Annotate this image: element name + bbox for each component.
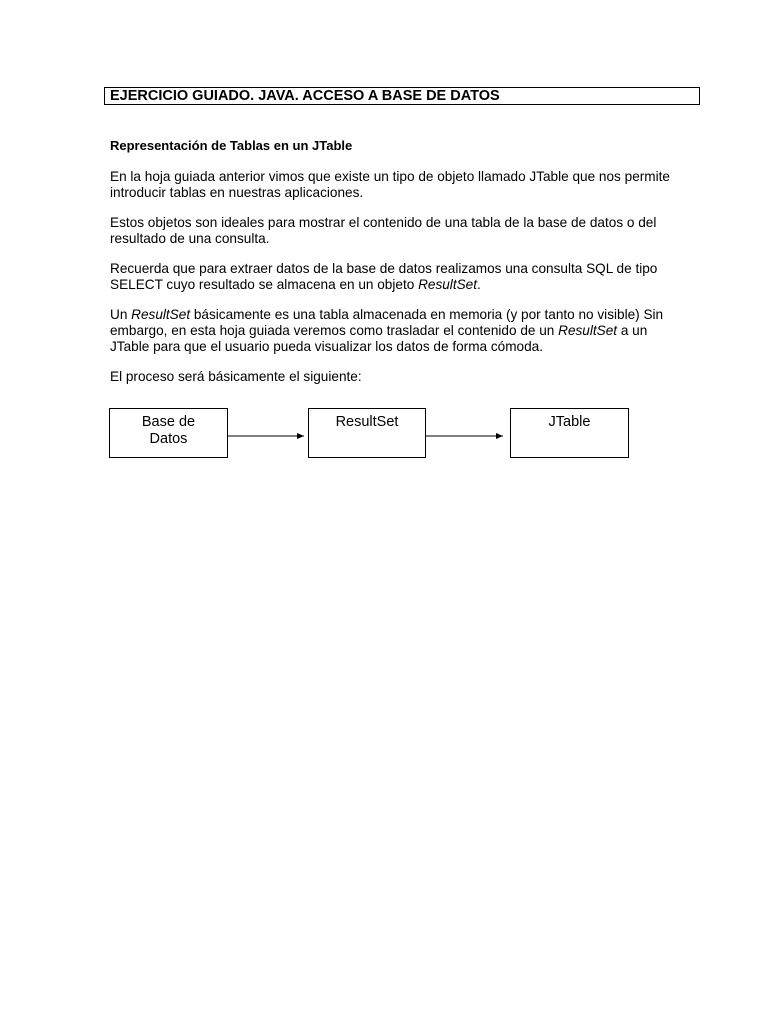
paragraph-3-resultset-term: ResultSet [418, 277, 478, 292]
flow-node-database-label-line-2: Datos [149, 431, 188, 447]
paragraph-4-resultset-term-2: ResultSet [558, 323, 618, 338]
paragraph-2-line-1: Estos objetos son ideales para mostrar el contenido de una tabla de la base de datos o del [110, 215, 657, 230]
process-flow-diagram [0, 0, 768, 470]
document-title: EJERCICIO GUIADO. JAVA. ACCESO A BASE DE DATOS [110, 88, 500, 104]
paragraph-4-line-3: JTable para que el usuario pueda visualizar los datos de forma cómoda. [110, 339, 543, 354]
paragraph-4-line-1-start: Un [110, 307, 132, 322]
paragraph-1-line-2: introducir tablas en nuestras aplicaciones. [110, 185, 364, 200]
paragraph-3-line-2-text: SELECT cuyo resultado se almacena en un objeto [110, 277, 419, 292]
flow-node-database [110, 409, 228, 458]
paragraph-2-line-2: resultado de una consulta. [110, 231, 270, 246]
flow-node-jtable [511, 409, 629, 458]
paragraph-3-line-2-end: . [477, 277, 481, 292]
flow-node-jtable-label: JTable [548, 414, 591, 430]
flow-node-database-label-line-1: Base de [141, 414, 196, 430]
flow-node-resultset [309, 409, 426, 458]
paragraph-4-line-2-text: embargo, en esta hoja guiada veremos como trasladar el contenido de un [110, 323, 559, 338]
paragraph-4-line-1-text: básicamente es una tabla almacenada en memoria (y por tanto no visible) Sin [190, 307, 664, 322]
paragraph-3-line-1: Recuerda que para extraer datos de la base de datos realizamos una consulta SQL de tipo [110, 261, 658, 276]
section-heading: Representación de Tablas en un JTable [110, 138, 353, 153]
paragraph-5-line-1: El proceso será básicamente el siguiente: [110, 369, 362, 384]
paragraph-1-line-1: En la hoja guiada anterior vimos que existe un tipo de objeto llamado JTable que nos permite [110, 169, 670, 184]
paragraph-4-resultset-term-1: ResultSet [131, 307, 191, 322]
paragraph-4-line-2-end: a un [617, 323, 648, 338]
flow-node-resultset-label: ResultSet [335, 414, 399, 430]
